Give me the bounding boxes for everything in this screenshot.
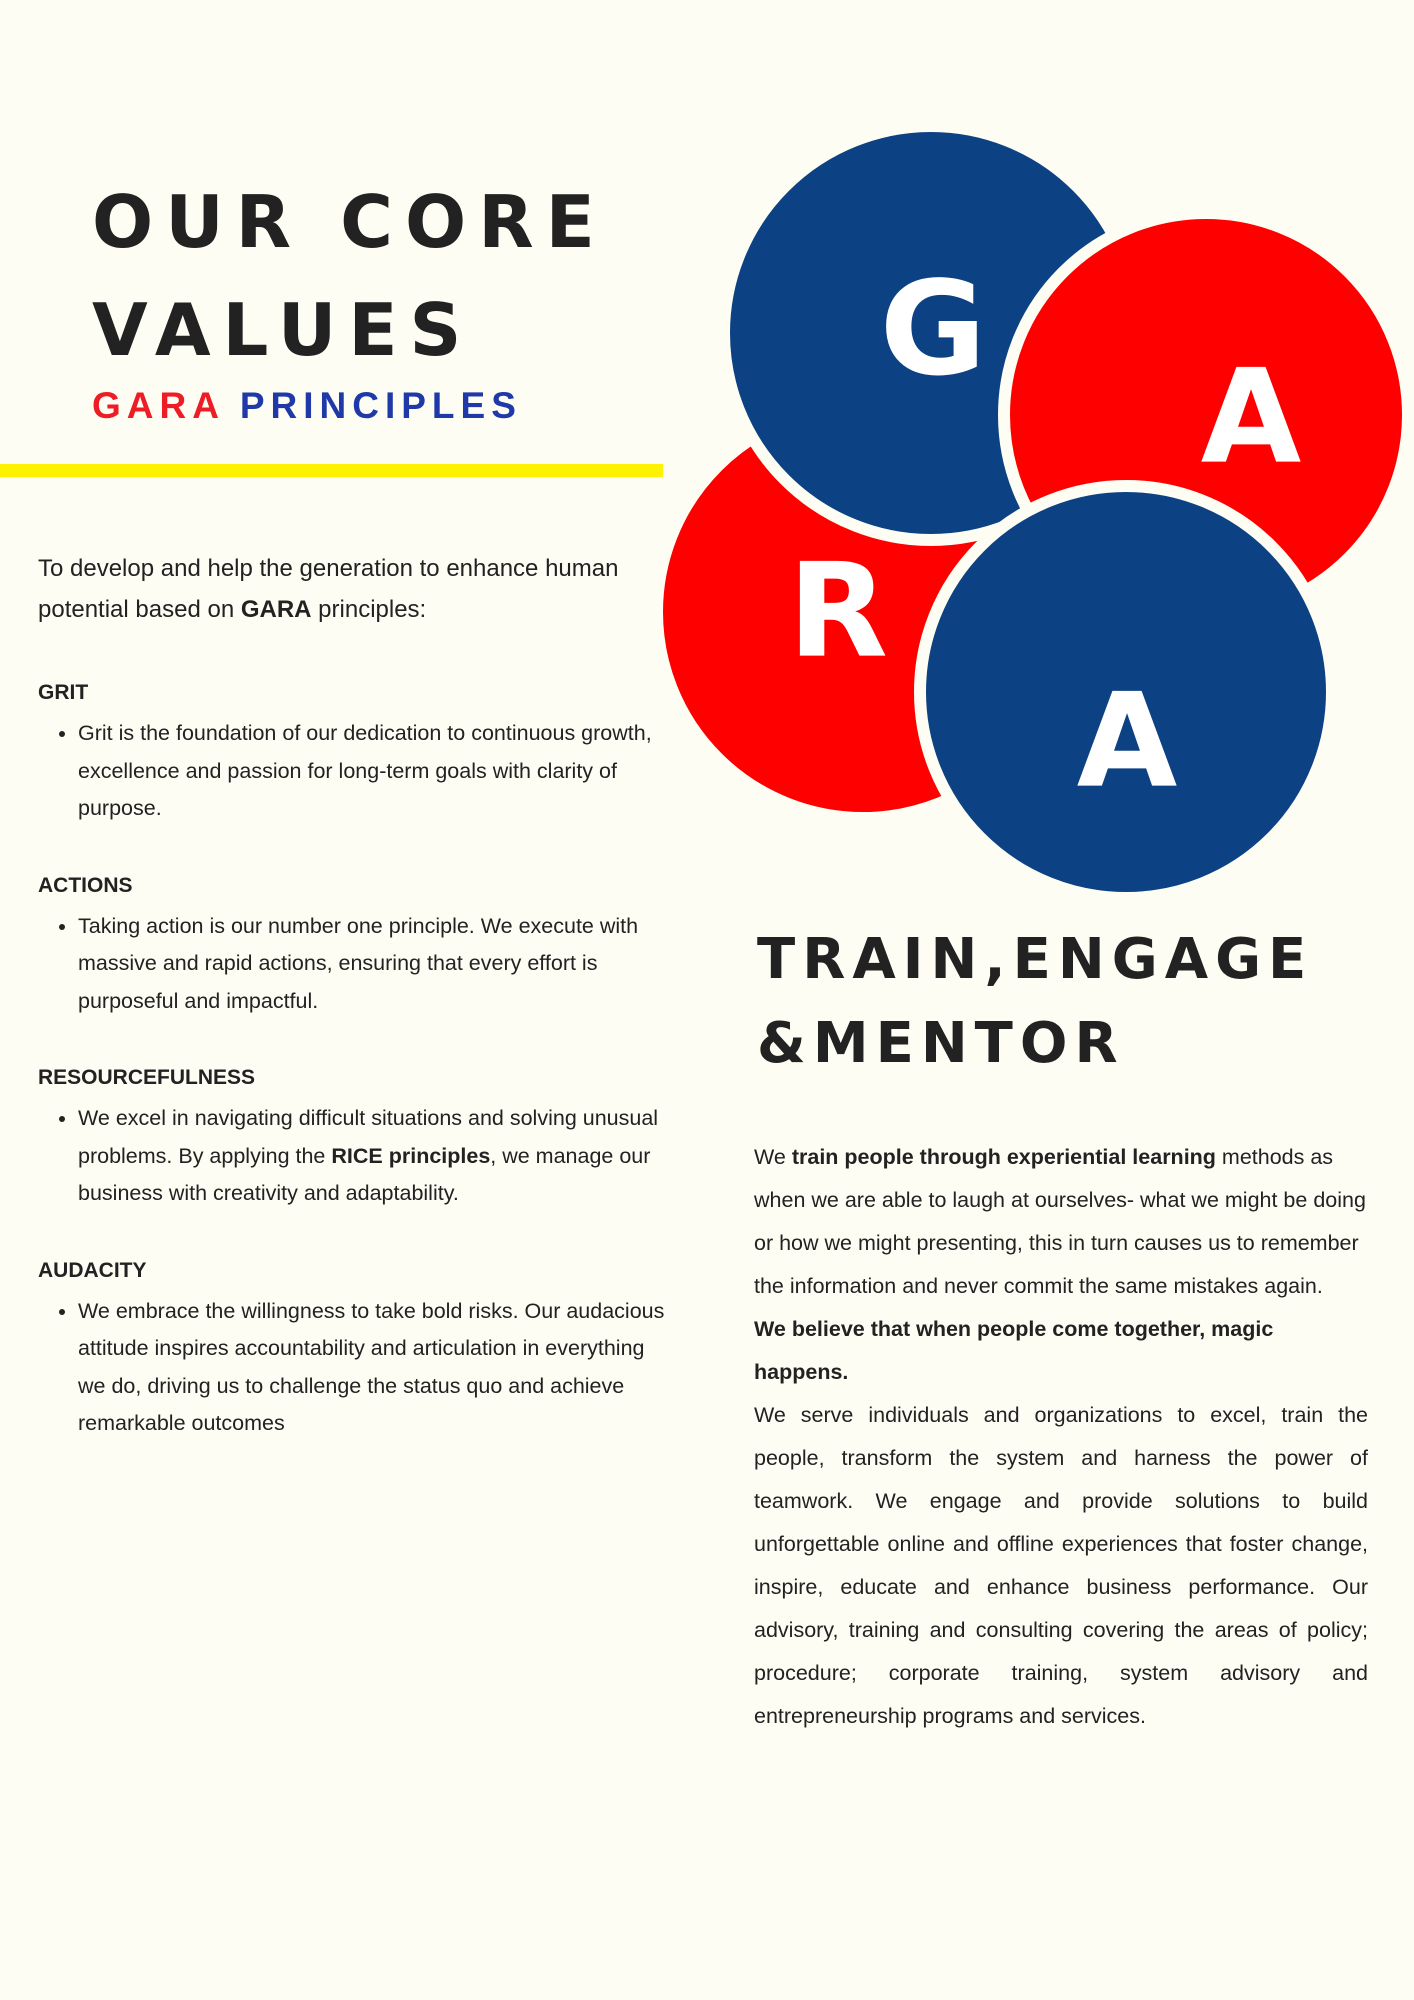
principles-column — [38, 548, 668, 1479]
principle-heading-resourcefulness: RESOURCEFULNESS — [38, 1066, 256, 1089]
logo-letter-r: R — [787, 534, 889, 687]
p1-start: We — [754, 1145, 792, 1169]
principle-list-actions — [38, 908, 668, 1021]
principle-list-audacity — [38, 1293, 668, 1443]
logo-letter-a-bottom: A — [1076, 664, 1178, 817]
intro-text — [38, 548, 668, 630]
intro-bold: GARA — [240, 596, 312, 623]
yellow-divider — [0, 464, 663, 477]
subtitle-gara: GARA — [92, 385, 224, 426]
principle-heading-audacity: AUDACITY — [38, 1258, 147, 1282]
rice-principles-bold: RICE principles — [331, 1143, 491, 1168]
resourcefulness-text-start: We excel in navigating difficult situations and solving unusual problems. By applying the — [78, 1106, 659, 1168]
mission-column — [754, 1136, 1368, 1738]
intro-text-end: principles: — [311, 596, 427, 623]
right-title-line-2: &MENTOR — [757, 1011, 1125, 1076]
logo-letter-g: G — [879, 252, 987, 405]
p1-bold: train people through experiential learning — [791, 1145, 1216, 1169]
principle-list-grit — [38, 715, 668, 828]
intro-text-start: To develop and help the generation to enhance human potential based on — [38, 555, 619, 623]
page-subtitle — [92, 385, 522, 427]
train-engage-mentor-title — [757, 918, 1313, 1086]
resourcefulness-text-end: , we manage our business with creativity and adaptability. — [78, 1143, 651, 1205]
principle-text-grit: • Grit is the foundation of our dedication to continuous growth, excellence and passion for long-term goals with clarity of purpose. — [78, 715, 668, 828]
principle-text-resourcefulness — [78, 1100, 668, 1213]
p1-rest: methods as when we are able to laugh at ourselves- what we might be doing or how we might presenting, this in turn causes us to remember the information and never commit the same mistakes again. — [754, 1145, 1366, 1298]
title-line-2: VALUES — [92, 288, 474, 372]
p2-bold: We believe that when people come together, magic happens. — [754, 1317, 1274, 1384]
mission-paragraph-2 — [754, 1308, 1368, 1394]
gara-logo — [660, 130, 1410, 900]
principle-heading-actions: ACTIONS — [38, 873, 133, 897]
right-title-line-1: TRAIN,ENGAGE — [757, 927, 1314, 992]
logo-letter-a-right: A — [1200, 340, 1302, 493]
subtitle-principles: PRINCIPLES — [239, 385, 522, 426]
principle-list-resourcefulness — [38, 1100, 668, 1213]
title-line-1: OUR CORE — [92, 180, 607, 264]
mission-paragraph-1 — [754, 1136, 1368, 1308]
page-title — [92, 168, 607, 384]
principle-heading-grit: GRIT — [38, 681, 89, 704]
principle-text-audacity: • We embrace the willingness to take bold risks. Our audacious attitude inspires accountability and articulation in everything we do, driving us to challenge the status quo and achieve remarkable outcomes — [78, 1293, 668, 1443]
mission-paragraph-3: We serve individuals and organizations to excel, train the people, transform the system and harness the power of teamwork. We engage and provide solutions to build unforgettable online and offline experiences that foster change, inspire, educate and enhance business performance. Our advisory, training and consulting covering the areas of policy; procedure; corporate training, system advisory and entrepreneurship programs and services. — [754, 1403, 1368, 1728]
principle-text-actions: • Taking action is our number one principle. We execute with massive and rapid actions, ensuring that every effort is purposeful and impactful. — [78, 908, 668, 1021]
